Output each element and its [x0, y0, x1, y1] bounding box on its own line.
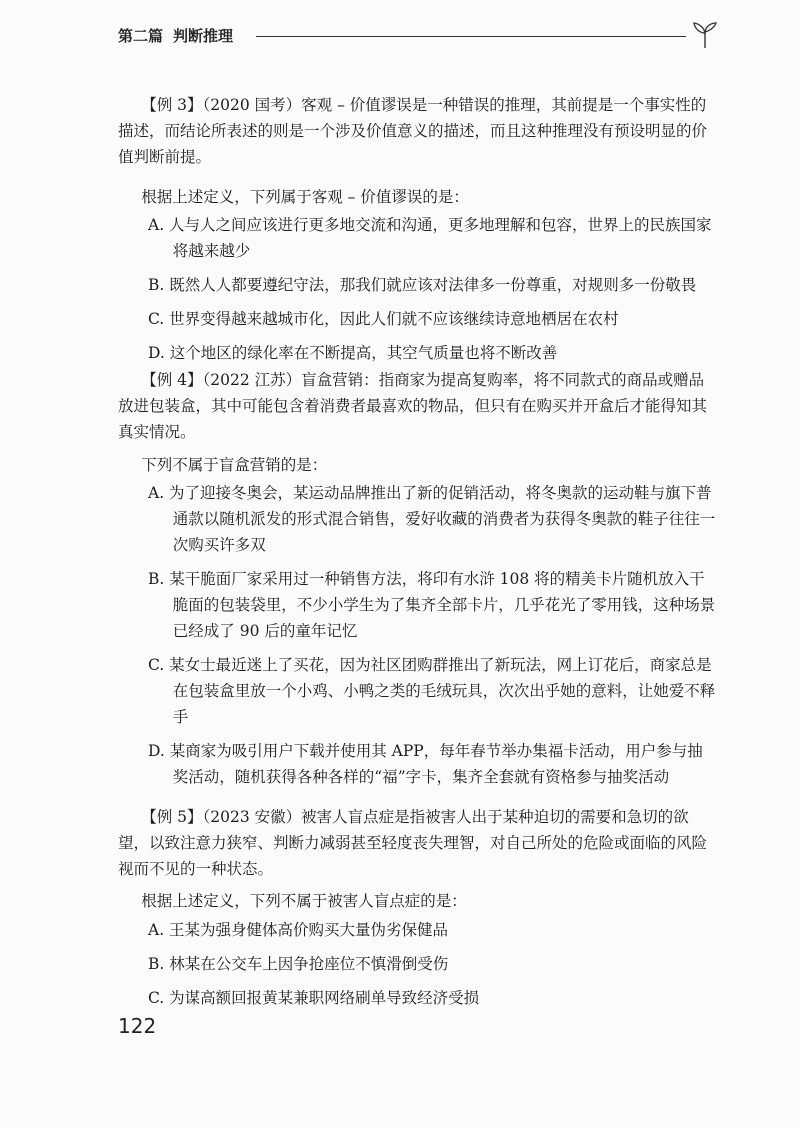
example-3-source: （2020 国考） [202, 96, 302, 114]
example-4-source: （2022 江苏） [202, 371, 302, 389]
example-5-source: （2023 安徽） [202, 808, 302, 826]
example-4-label: 【例 4】 [141, 371, 203, 389]
example-4-options [148, 480, 718, 790]
option-item: A. 王某为强身健体高价购买大量伪劣保健品 [148, 921, 449, 939]
option-item: D. 某商家为吸引用户下载并使用其 APP，每年春节举办集福卡活动，用户参与抽奖活动，随机获得各种各样的“福”字卡，集齐全套就有资格参与抽奖活动 [148, 742, 703, 786]
header-part: 第二篇 [118, 27, 164, 45]
example-4-body [118, 367, 718, 445]
example-5-options [148, 917, 718, 1011]
option-item: A. 人与人之间应该进行更多地交流和沟通，更多地理解和包容，世界上的民族国家将越来越少 [148, 216, 712, 260]
example-3-label: 【例 3】 [141, 96, 203, 114]
example-3-body [118, 92, 718, 170]
page-number: 122 [118, 1014, 157, 1038]
example-5-body [118, 804, 718, 882]
option-item: A. 为了迎接冬奥会，某运动品牌推出了新的促销活动，将冬奥款的运动鞋与旗下普通款以随机派发的形式混合销售，爱好收藏的消费者为获得冬奥款的鞋子往往一次购买许多双 [148, 484, 716, 554]
sprout-icon [690, 20, 720, 50]
example-5-label: 【例 5】 [141, 808, 203, 826]
option-item: B. 既然人人都要遵纪守法，那我们就应该对法律多一份尊重，对规则多一份敬畏 [148, 276, 697, 294]
option-item: C. 世界变得越来越城市化，因此人们就不应该继续诗意地栖居在农村 [148, 310, 619, 328]
example-3-question: 根据上述定义，下列属于客观 – 价值谬误的是： [141, 188, 469, 206]
option-item: B. 林某在公交车上因争抢座位不慎滑倒受伤 [148, 955, 449, 973]
example-5-text: 被害人盲点症是指被害人出于某种迫切的需要和急切的欲望，以致注意力狭窄、判断力减弱甚至轻度丧失理智，对自己所处的危险或面临的风险视而不见的一种状态。 [118, 808, 708, 878]
header-rule [256, 36, 686, 37]
option-item: D. 这个地区的绿化率在不断提高，其空气质量也将不断改善 [148, 344, 558, 362]
example-4-question: 下列不属于盲盒营销的是： [141, 456, 328, 474]
running-header [118, 18, 718, 54]
example-4-text: 盲盒营销：指商家为提高复购率，将不同款式的商品或赠品放进包装盒，其中可能包含着消费者最喜欢的物品，但只有在购买并开盒后才能得知其真实情况。 [118, 371, 708, 441]
option-item: B. 某干脆面厂家采用过一种销售方法，将印有水浒 108 将的精美卡片随机放入干脆面的包装袋里，不少小学生为了集齐全部卡片，几乎花光了零用钱，这种场景已经成了 90 后的童年记忆 [148, 570, 716, 640]
example-3-options [148, 212, 718, 366]
option-item: C. 某女士最近迷上了买花，因为社区团购群推出了新玩法，网上订花后，商家总是在包装盒里放一个小鸡、小鸭之类的毛绒玩具，次次出乎她的意料，让她爱不释手 [148, 656, 716, 726]
example-5-question: 根据上述定义，下列不属于被害人盲点症的是： [141, 892, 467, 910]
example-3-text: 客观 – 价值谬误是一种错误的推理，其前提是一个事实性的描述，而结论所表述的则是一个涉及价值意义的描述，而且这种推理没有预设明显的价值判断前提。 [118, 96, 708, 166]
option-item: C. 为谋高额回报黄某兼职网络刷单导致经济受损 [148, 989, 480, 1007]
header-title: 判断推理 [173, 27, 234, 45]
header-text [118, 25, 233, 46]
